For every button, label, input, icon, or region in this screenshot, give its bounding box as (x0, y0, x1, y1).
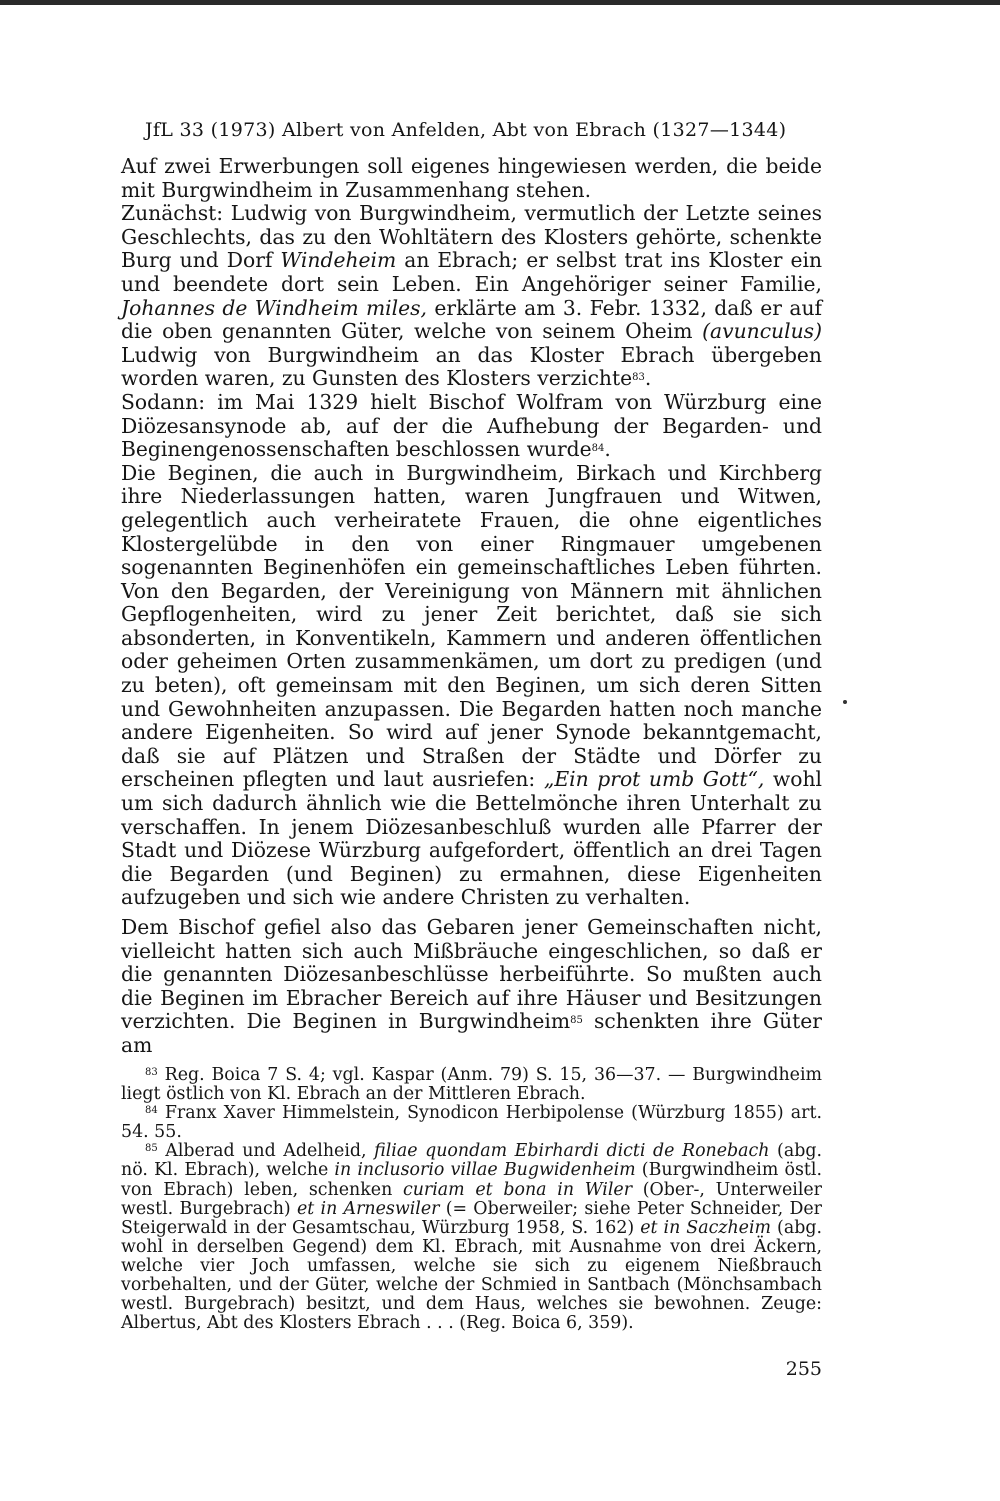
footnote-ref-85: 85 (570, 1015, 583, 1027)
paragraph-4: Die Beginen, die auch in Burgwindheim, Birkach und Kirchberg ihre Niederlassungen hatten, waren Jungfrauen und Witwen, gelegentlich auch verheiratete Frauen, die ohne eigentliches Klostergelübde in den von einer Ringmauer umgebenen sogenannten Beginenhöfen ein gemeinschaftliches Leben führten. Von den Begarden, der Vereinigung von Männern mit ähnlichen Gepflogenheiten, wird zu jener Zeit berichtet, daß sie sich absonderten, in Konventikeln, Kammern und anderen öffentlichen oder geheimen Orten zusammenkämen, um dort zu predigen (und zu beten), oft gemeinsam mit den Beginen, um sich deren Sitten und Gewohnheiten anzupassen. Die Begarden hatten noch manche andere Eigenheiten. So wird auf jener Synode bekanntgemacht, daß sie auf Plätzen und Straßen der Städte und Dörfer zu erscheinen pflegten und laut ausriefen: „Ein prot umb Gott“, wohl um sich dadurch ähnlich wie die Bettelmönche ihren Unterhalt zu verschaffen. In jenem Diözesanbeschluß wurden alle Pfarrer der Stadt und Diözese Würzburg aufgefordert, öffentlich an drei Tagen die Begarden (und Beginen) zu ermahnen, diese Eigenheiten aufzugeben und sich wie andere Christen zu verhalten. (121, 460, 822, 910)
footnote-ref-84: 84 (591, 443, 605, 455)
footnote-83: $^{83}$ Reg. Boica 7 S. 4; vgl. Kaspar (Anm. 79) S. 15, 36—37. — Burgwindheim liegt östlich von Kl. Ebrach an der Mittleren Ebrach. (121, 1065, 822, 1105)
paragraph-5: Dem Bischof gefiel also das Gebaren jener Gemeinschaften nicht, vielleicht hatten sich auch Mißbräuche eingeschlichen, so daß er die genannten Diözesanbeschlüsse herbeiführte. So mußten auch die Beginen im Ebracher Bereich auf ihre Häuser und Besitzungen verzichten. Die Beginen in Burgwindheim$^{85}$ schenkten ihre Güter am (121, 915, 822, 1057)
footnote-85: $^{85}$ Alberad und Adelheid, filiae quondam Ebirhardi dicti de Ronebach (abg. nö. Kl. Ebrach), welche in inclusorio villae Bugwidenheim (Burgwindheim östl. von Ebrach) leben, schenken curiam et bona in Wiler (Ober-, Unterweiler westl. Burgebrach) et in Arneswiler (= Oberweiler; siehe Peter Schneider, Der Steigerwald in der Gesamtschau, Würzburg 1958, S. 162) et in Saczheim (abg. wohl in derselben Gegend) dem Kl. Ebrach, mit Ausnahme von drei Äckern, welche vier Joch umfassen, welche sie sich zu eigenem Nießbrauch vorbehalten, und der Güter, welche der Schmied in Santbach (Mönchsambach westl. Burgebrach) besitzt, und dem Haus, welches sie bewohnen. Zeuge: Albertus, Abt des Klosters Ebrach . . . (Reg. Boica 6, 359). (121, 1141, 822, 1334)
scan-top-edge (0, 0, 1000, 5)
footnotes (121, 1066, 822, 1333)
main-text (121, 155, 822, 1058)
footnote-ref-83: 83 (632, 372, 645, 384)
paragraph-3: Sodann: im Mai 1329 hielt Bischof Wolfram von Würzburg eine Diözesansynode ab, auf der die Aufhebung der Begarden- und Beginengenossenschaften beschlossen wurde$^{84}$. (121, 389, 822, 462)
footnote-84: $^{84}$ Franx Xaver Himmelstein, Synodicon Herbipolense (Würzburg 1855) art. 54. 55. (121, 1103, 822, 1143)
running-head: JfL 33 (1973) Albert von Anfelden, Abt von Ebrach (1327—1344) (145, 119, 787, 141)
paragraph-2: Zunächst: Ludwig von Burgwindheim, vermutlich der Letzte seines Geschlechts, das zu den Wohltätern des Klosters gehörte, schenkte Burg und Dorf Windeheim an Ebrach; er selbst trat ins Kloster ein und beendete dort sein Leben. Ein Angehöriger seiner Familie, Johannes de Windheim miles, erklärte am 3. Febr. 1332, daß er auf die oben genannten Güter, welche von seinem Oheim (avunculus) Ludwig von Burgwindheim an das Kloster Ebrach übergeben worden waren, zu Gunsten des Klosters verzichte$^{83}$. (121, 201, 823, 391)
paragraph-1: Auf zwei Erwerbungen soll eigenes hingewiesen werden, die beide mit Burgwindheim in Zusammenhang stehen. (121, 154, 822, 202)
page-number: 255 (785, 1358, 822, 1380)
scan-speck (843, 700, 847, 704)
